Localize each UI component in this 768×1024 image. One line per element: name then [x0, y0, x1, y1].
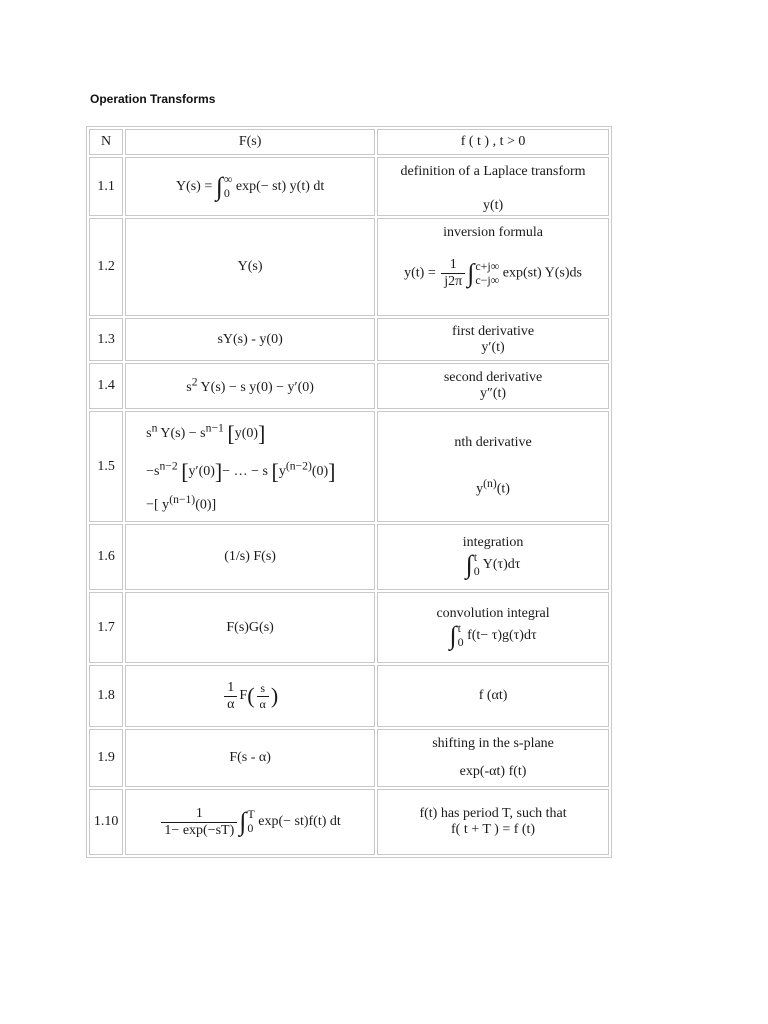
table-row	[89, 318, 609, 361]
fs-cell	[125, 157, 375, 216]
table-row	[89, 524, 609, 590]
ft-cell	[377, 218, 609, 316]
fs-formula: $\frac{1}{\alpha}$ F( $\frac{s}{\alpha}$ )	[222, 688, 278, 703]
ft-description: f(t) has period T, such that	[419, 806, 567, 821]
ft-description: definition of a Laplace transform	[400, 164, 586, 179]
row-number: 1.9	[89, 729, 123, 787]
fs-cell: sY(s) - y(0)	[125, 318, 375, 361]
fs-formula: $s^2$ Y(s) − s y(0) − y′(0)	[186, 375, 314, 396]
row-number: 1.3	[89, 318, 123, 361]
table-row	[89, 363, 609, 409]
ft-description: second derivative	[443, 370, 543, 385]
table-row	[89, 157, 609, 216]
ft-description: nth derivative	[454, 435, 532, 451]
ft-formula: $y^{(n)}(t)$	[476, 477, 510, 497]
page-heading: Operation Transforms	[90, 92, 216, 106]
fs-cell	[125, 789, 375, 855]
row-number: 1.5	[89, 411, 123, 522]
ft-cell	[377, 157, 609, 216]
fs-cell: F(s)G(s)	[125, 592, 375, 663]
row-number: 1.1	[89, 157, 123, 216]
row-number: 1.6	[89, 524, 123, 590]
fs-cell: F(s - α)	[125, 729, 375, 787]
table-row	[89, 665, 609, 727]
header-fs: F(s)	[125, 129, 375, 155]
table-row	[89, 592, 609, 663]
ft-cell	[377, 789, 609, 855]
ft-description: integration	[462, 535, 524, 551]
ft-formula: exp(-αt) f(t)	[459, 764, 527, 779]
row-number: 1.7	[89, 592, 123, 663]
fs-cell: Y(s)	[125, 218, 375, 316]
ft-cell	[377, 411, 609, 522]
ft-description: convolution integral	[436, 605, 550, 621]
ft-formula: ∫ t 0 Y(τ)dτ	[465, 550, 521, 579]
row-number: 1.2	[89, 218, 123, 316]
fs-formula: $\frac{1}{1- \exp(-sT)}$ ∫ T 0 exp(− st)f(t) dt	[159, 814, 340, 829]
row-number: 1.10	[89, 789, 123, 855]
ft-formula: y″(t)	[480, 386, 507, 401]
ft-cell	[377, 729, 609, 787]
ft-description: inversion formula	[443, 225, 543, 240]
fs-cell	[125, 411, 375, 522]
ft-formula: y′(t)	[481, 339, 505, 355]
fs-cell: (1/s) F(s)	[125, 524, 375, 590]
ft-description: shifting in the s-plane	[432, 736, 554, 751]
table-row	[89, 218, 609, 316]
row-number: 1.8	[89, 665, 123, 727]
row-number: 1.4	[89, 363, 123, 409]
ft-formula: y(t)	[482, 198, 504, 213]
ft-formula: y(t) = $\frac{1}{j2\pi}$ ∫ c+j∞ c−j∞ exp(st) Y(s)ds	[404, 257, 582, 289]
header-n: N	[89, 129, 123, 155]
fs-cell	[125, 363, 375, 409]
ft-cell	[377, 318, 609, 361]
fs-formula: Y(s) = ∫ ∞ 0 exp(− st) y(t) dt	[175, 171, 325, 201]
ft-cell	[377, 524, 609, 590]
ft-cell: f (αt)	[377, 665, 609, 727]
header-ft: f ( t ) , t > 0	[377, 129, 609, 155]
ft-formula: ∫ t 0 f(t− τ)g(τ)dτ	[449, 620, 537, 650]
ft-cell	[377, 363, 609, 409]
fs-cell	[125, 665, 375, 727]
table-row	[89, 789, 609, 855]
table-row	[89, 411, 609, 522]
fs-formula: $s^n$ $Y(s) - s^{n-1}$ [y(0)] $-s^{n-2}$ [y′(0)]− … − s $[y^{(n-2)}(0)]$ −[ $y^{(n-1)}(0)$]	[146, 421, 336, 513]
ft-description: first derivative	[452, 323, 535, 339]
table-header-row	[89, 129, 609, 155]
ft-cell	[377, 592, 609, 663]
operation-transforms-table	[86, 126, 612, 858]
ft-formula: f( t + T ) = f (t)	[451, 822, 536, 837]
table-row	[89, 729, 609, 787]
